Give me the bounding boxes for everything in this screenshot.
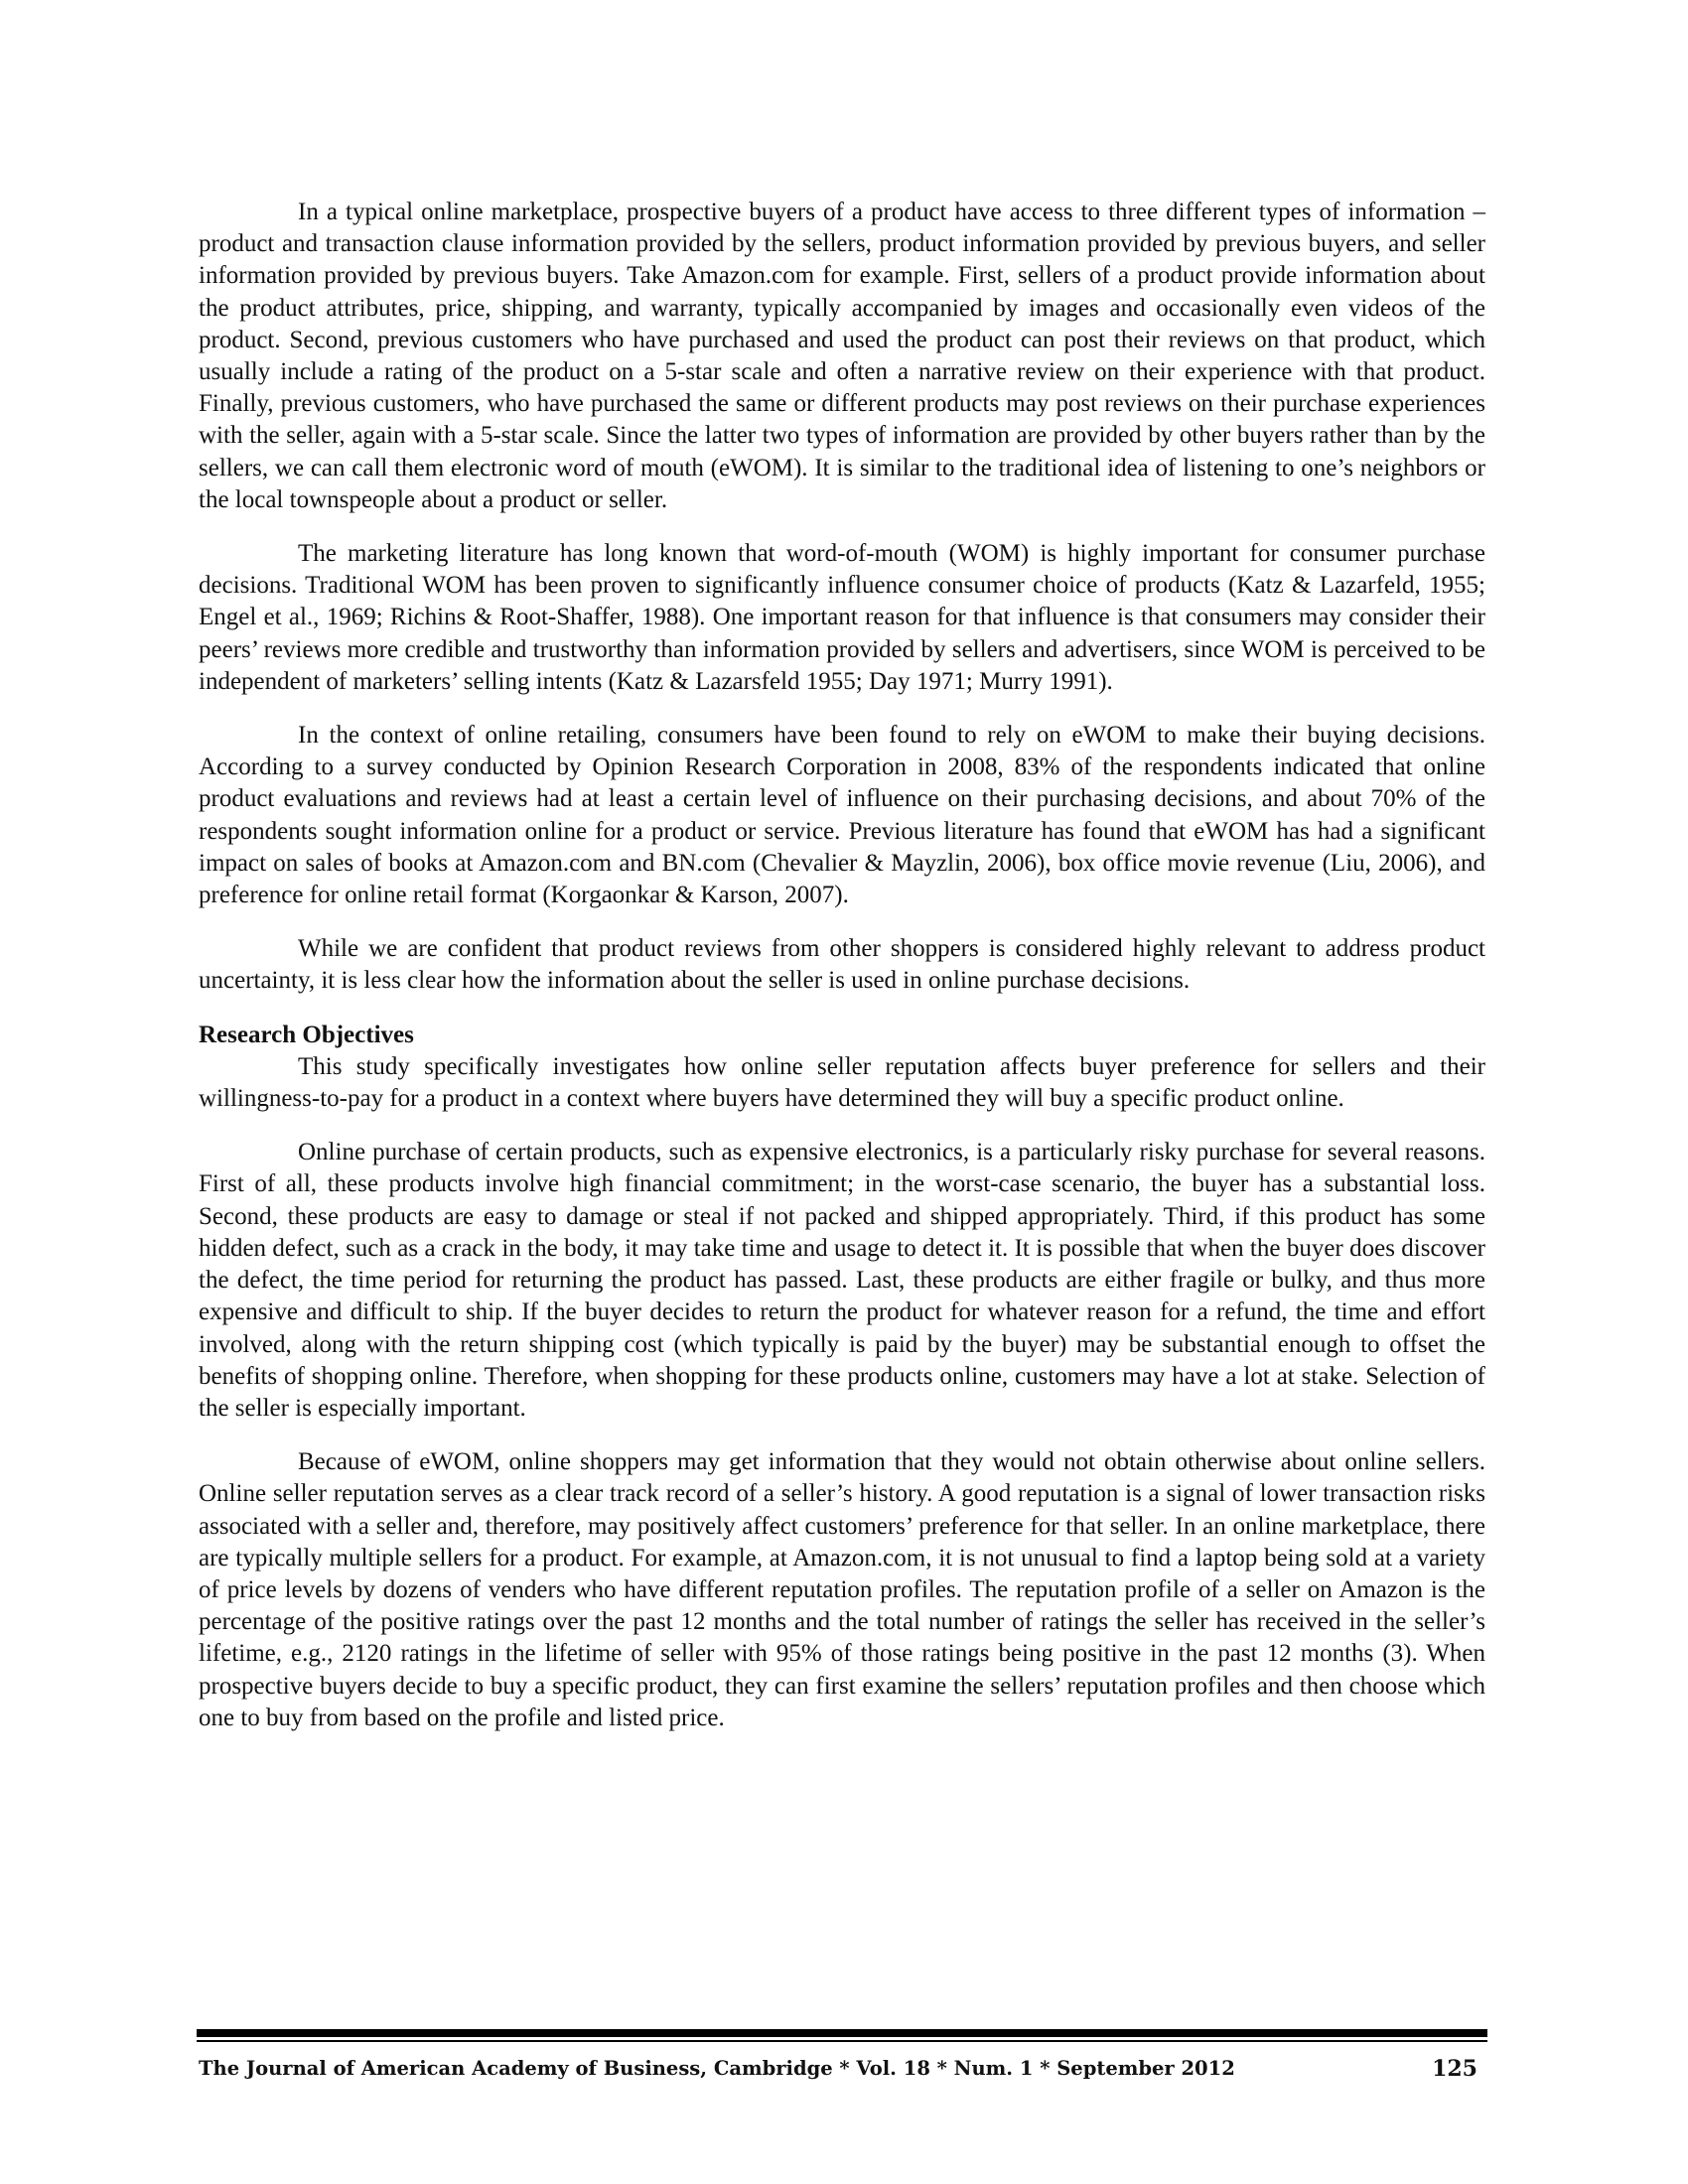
- section-heading-research-objectives: Research Objectives: [199, 1021, 414, 1048]
- paragraph-seller-reputation: Because of eWOM, online shoppers may get information that they would not obtain otherwise about online sellers. Online seller reputation serves as a clear track record of a seller’s history. A good reputation is a signal of lower transaction risks associated with a seller and, therefore, may positively affect customers’ preference for that seller. In an online marketplace, there are typically multiple sellers for a product. For example, at Amazon.com, it is not unusual to find a laptop being sold at a variety of price levels by dozens of venders who have different reputation profiles. The reputation profile of a seller on Amazon is the percentage of the positive ratings over the past 12 months and the total number of ratings the seller has received in the seller’s lifetime, e.g., 2120 ratings in the lifetime of seller with 95% of those ratings being positive in the past 12 months (3). When prospective buyers decide to buy a specific product, they can first examine the sellers’ reputation profiles and then choose which one to buy from based on the profile and listed price.: [199, 1448, 1485, 1731]
- paragraph-word-of-mouth-literature: The marketing literature has long known that word-of-mouth (WOM) is highly important for consumer purchase decisions. Traditional WOM has been proven to significantly influence consumer choice of products (Katz & Lazarfeld, 1955; Engel et al., 1969; Richins & Root-Shaffer, 1988). One important reason for that influence is that consumers may consider their peers’ reviews more credible and trustworthy than information provided by sellers and advertisers, since WOM is perceived to be independent of marketers’ selling intents (Katz & Lazarsfeld 1955; Day 1971; Murry 1991).: [199, 540, 1485, 695]
- page-number: 125: [1432, 2056, 1477, 2082]
- paragraph-risky-purchase: Online purchase of certain products, such as expensive electronics, is a particularly risky purchase for several reasons. First of all, these products involve high financial commitment; in the worst-case scenario, the buyer has a substantial loss. Second, these products are easy to damage or steal if not packed and shipped appropriately. Third, if this product has some hidden defect, such as a crack in the body, it may take time and usage to detect it. It is possible that when the buyer does discover the defect, the time period for returning the product has passed. Last, these products are either fragile or bulky, and thus more expensive and difficult to ship. If the buyer decides to return the product for whatever reason for a refund, the time and effort involved, along with the return shipping cost (which typically is paid by the buyer) may be substantial enough to offset the benefits of shopping online. Therefore, when shopping for these products online, customers may have a lot at stake. Selection of the seller is especially important.: [199, 1139, 1485, 1422]
- footer-rule-thick: [197, 2029, 1487, 2037]
- paragraph-seller-information-uncertainty: While we are confident that product reviews from other shoppers is considered highly relevant to address product uncertainty, it is less clear how the information about the seller is used in online purchase decisions.: [199, 935, 1485, 995]
- paragraph-online-marketplace-info-types: In a typical online marketplace, prospective buyers of a product have access to three different types of information – product and transaction clause information provided by the sellers, product information provided by previous buyers, and seller information provided by previous buyers. Take Amazon.com for example. First, sellers of a product provide information about the product attributes, price, shipping, and warranty, typically accompanied by images and occasionally even videos of the product. Second, previous customers who have purchased and used the product can post their reviews on that product, which usually include a rating of the product on a 5-star scale and often a narrative review on their experience with that product. Finally, previous customers, who have purchased the same or different products may post reviews on their purchase experiences with the seller, again with a 5-star scale. Since the latter two types of information are provided by other buyers rather than by the sellers, we can call them electronic word of mouth (eWOM). It is similar to the traditional idea of listening to one’s neighbors or the local townspeople about a product or seller.: [199, 199, 1485, 513]
- paragraph-study-purpose: This study specifically investigates how online seller reputation affects buyer preference for sellers and their willingness-to-pay for a product in a context where buyers have determined they will buy a specific product online.: [199, 1052, 1485, 1113]
- page-body: [199, 197, 1485, 1756]
- journal-citation: The Journal of American Academy of Business, Cambridge * Vol. 18 * Num. 1 * September 2012: [199, 2057, 1235, 2080]
- paragraph-online-retailing-ewom: In the context of online retailing, consumers have been found to rely on eWOM to make their buying decisions. According to a survey conducted by Opinion Research Corporation in 2008, 83% of the respondents indicated that online product evaluations and reviews had at least a certain level of influence on their purchasing decisions, and about 70% of the respondents sought information online for a product or service. Previous literature has found that eWOM has had a significant impact on sales of books at Amazon.com and BN.com (Chevalier & Mayzlin, 2006), box office movie revenue (Liu, 2006), and preference for online retail format (Korgaonkar & Karson, 2007).: [199, 722, 1485, 909]
- footer-rule-thin: [197, 2040, 1487, 2042]
- page-footer: [199, 2052, 1485, 2086]
